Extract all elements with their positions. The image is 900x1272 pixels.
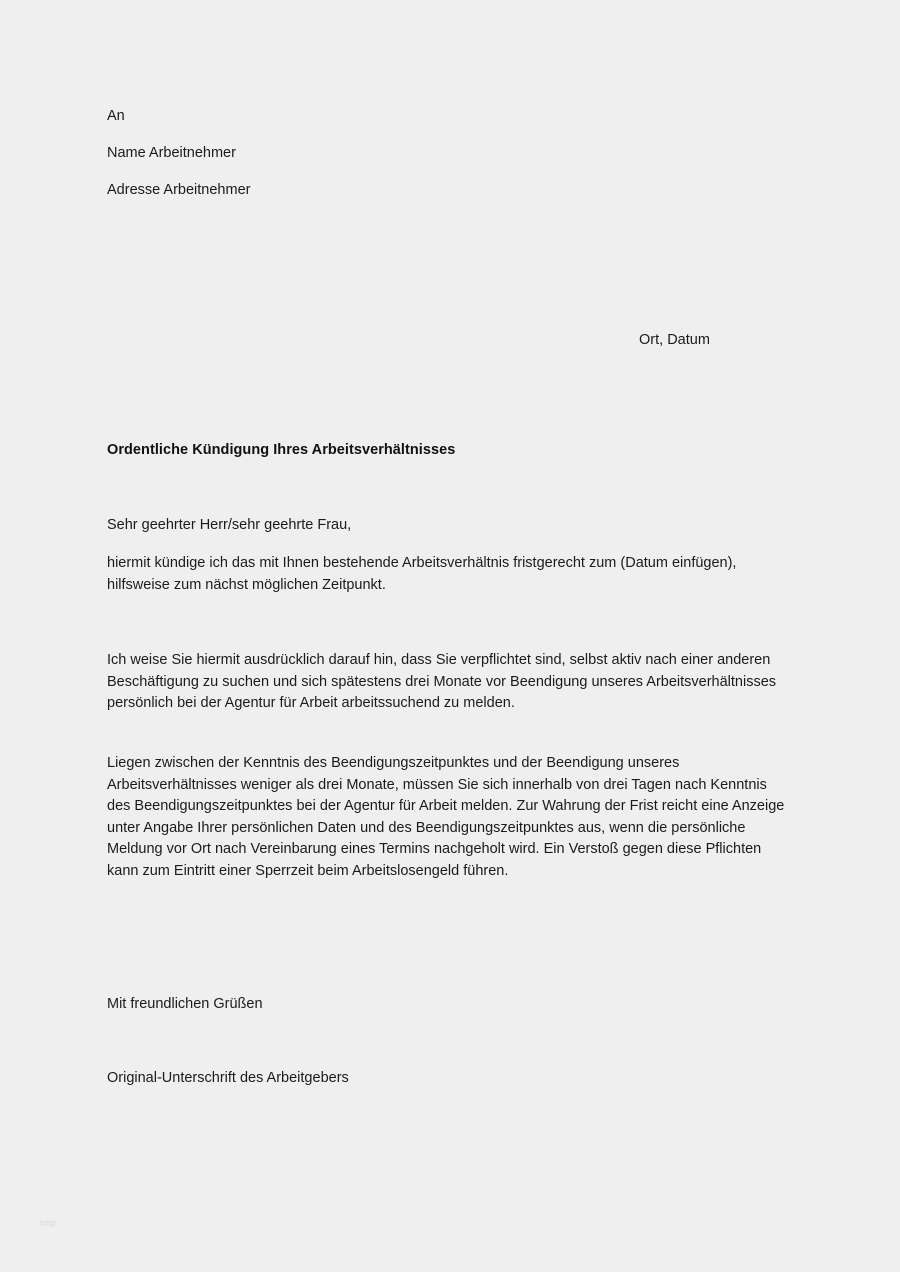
recipient-line-name: Name Arbeitnehmer <box>107 145 236 161</box>
place-and-date: Ort, Datum <box>639 332 710 348</box>
letter-closing: Mit freundlichen Grüßen <box>107 996 263 1012</box>
recipient-line-address: Adresse Arbeitnehmer <box>107 182 251 198</box>
letter-subject: Ordentliche Kündigung Ihres Arbeitsverhältnisses <box>107 442 456 458</box>
page-watermark: http <box>40 1218 57 1228</box>
signature-placeholder: Original-Unterschrift des Arbeitgebers <box>107 1070 349 1086</box>
letter-paragraph-3: Liegen zwischen der Kenntnis des Beendigungszeitpunktes und der Beendigung unseres Arbeitsverhältnisses weniger als drei Monate, müssen Sie sich innerhalb von drei Tagen nach Kenntnis des Beendigungszeitpunktes bei der Agentur für Arbeit melden. Zur Wahrung der Frist reicht eine Anzeige unter Angabe Ihrer persönlichen Daten und des Beendigungszeitpunktes aus, wenn die persönliche Meldung vor Ort nach Vereinbarung eines Termins nachgeholt wird. Ein Verstoß gegen diese Pflichten kann zum Eintritt einer Sperrzeit beim Arbeitslosengeld führen. <box>107 755 785 879</box>
letter-salutation: Sehr geehrter Herr/sehr geehrte Frau, <box>107 517 352 533</box>
letter-paragraph-2: Ich weise Sie hiermit ausdrücklich darauf hin, dass Sie verpflichtet sind, selbst aktiv nach einer anderen Beschäftigung zu suchen und sich spätestens drei Monate vor Beendigung unseres Arbeitsverhältnisses persönlich bei der Agentur für Arbeit arbeitssuchend zu melden. <box>107 652 777 711</box>
recipient-line-an: An <box>107 108 125 124</box>
letter-paragraph-1: hiermit kündige ich das mit Ihnen bestehende Arbeitsverhältnis fristgerecht zum (Datum einfügen), hilfsweise zum nächst möglichen Zeitpunkt. <box>107 555 737 593</box>
